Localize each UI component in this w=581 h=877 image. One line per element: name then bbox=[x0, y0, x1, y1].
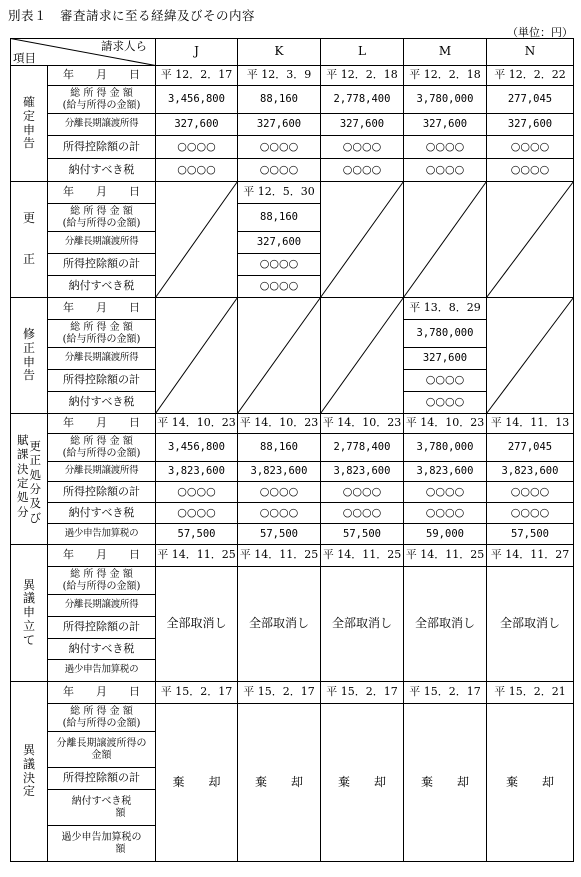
fuka-date-l: 平 14．10．23 bbox=[321, 414, 404, 434]
kosei-date-k: 平 12．5．30 bbox=[238, 182, 321, 204]
kettei-result-m: 棄 却 bbox=[404, 704, 487, 862]
item-total-income: 総 所 得 金 額 (給与所得の金額) bbox=[48, 320, 156, 348]
fuka-income-m: 3,780,000 bbox=[404, 434, 487, 462]
kettei-date-m: 平 15．2．17 bbox=[404, 682, 487, 704]
diagonal-line bbox=[11, 39, 156, 66]
diagonal-line bbox=[487, 298, 574, 414]
item-deduction: 所得控除額の計 bbox=[48, 254, 156, 276]
item-tax: 納付すべき税 額 bbox=[48, 790, 156, 826]
fuka-gain-j: 3,823,600 bbox=[156, 462, 238, 482]
item-separate-gain: 分離長期譲渡所得 bbox=[48, 595, 156, 617]
item-separate-gain: 分離長期譲渡所得 bbox=[48, 462, 156, 482]
kettei-date-j: 平 15．2．17 bbox=[156, 682, 238, 704]
kosei-income-k: 88,160 bbox=[238, 204, 321, 232]
section-igi-kettei-label: 異 議 決 定 bbox=[11, 682, 48, 862]
fuka-date-k: 平 14．10．23 bbox=[238, 414, 321, 434]
section-igi-moushitate-label: 異 議 申 立 て bbox=[11, 545, 48, 682]
header-person-m: M bbox=[404, 39, 487, 66]
item-date: 年 月 日 bbox=[48, 182, 156, 204]
kosei-tax-k: ○○○○ bbox=[238, 276, 321, 298]
section-kakutei-label: 確 定 申 告 bbox=[11, 66, 48, 182]
item-total-income: 総 所 得 金 額 (給与所得の金額) bbox=[48, 567, 156, 595]
kakutei-deduction-k: ○○○○ bbox=[238, 136, 321, 159]
item-tax: 納付すべき税 bbox=[48, 276, 156, 298]
unit-label: （単位：円） bbox=[507, 26, 573, 39]
igi-date-n: 平 14．11．27 bbox=[487, 545, 574, 567]
fuka-penalty-j: 57,500 bbox=[156, 524, 238, 545]
kakutei-date-m: 平 12．2．18 bbox=[404, 66, 487, 86]
kettei-date-k: 平 15．2．17 bbox=[238, 682, 321, 704]
fuka-deduction-k: ○○○○ bbox=[238, 482, 321, 503]
shusei-gain-m: 327,600 bbox=[404, 348, 487, 370]
kettei-result-l: 棄 却 bbox=[321, 704, 404, 862]
fuka-tax-j: ○○○○ bbox=[156, 503, 238, 524]
fuka-deduction-j: ○○○○ bbox=[156, 482, 238, 503]
kakutei-date-j: 平 12．2．17 bbox=[156, 66, 238, 86]
fuka-gain-l: 3,823,600 bbox=[321, 462, 404, 482]
kakutei-income-m: 3,780,000 bbox=[404, 86, 487, 114]
kakutei-deduction-j: ○○○○ bbox=[156, 136, 238, 159]
diagonal-line bbox=[487, 182, 574, 298]
diagonal-line bbox=[321, 182, 404, 298]
kakutei-tax-j: ○○○○ bbox=[156, 159, 238, 182]
diagonal-line bbox=[321, 298, 404, 414]
kakutei-gain-j: 327,600 bbox=[156, 114, 238, 136]
kakutei-income-k: 88,160 bbox=[238, 86, 321, 114]
kakutei-gain-m: 327,600 bbox=[404, 114, 487, 136]
kakutei-date-l: 平 12．2．18 bbox=[321, 66, 404, 86]
shusei-date-m: 平 13．8．29 bbox=[404, 298, 487, 320]
kakutei-gain-l: 327,600 bbox=[321, 114, 404, 136]
igi-result-k: 全部取消し bbox=[238, 567, 321, 682]
item-penalty: 過少申告加算税の bbox=[48, 660, 156, 682]
fuka-tax-m: ○○○○ bbox=[404, 503, 487, 524]
kakutei-gain-k: 327,600 bbox=[238, 114, 321, 136]
diagonal-line bbox=[156, 182, 238, 298]
item-deduction: 所得控除額の計 bbox=[48, 370, 156, 392]
header-corner-top: 請求人ら bbox=[101, 39, 147, 53]
igi-result-m: 全部取消し bbox=[404, 567, 487, 682]
kakutei-gain-n: 327,600 bbox=[487, 114, 574, 136]
item-separate-gain: 分離長期譲渡所得 bbox=[48, 232, 156, 254]
item-separate-gain: 分離長期譲渡所得の 金額 bbox=[48, 732, 156, 768]
item-tax: 納付すべき税 bbox=[48, 503, 156, 524]
kosei-gain-k: 327,600 bbox=[238, 232, 321, 254]
fuka-penalty-k: 57,500 bbox=[238, 524, 321, 545]
igi-result-l: 全部取消し bbox=[321, 567, 404, 682]
shusei-tax-m: ○○○○ bbox=[404, 392, 487, 414]
header-person-k: K bbox=[238, 39, 321, 66]
fuka-income-j: 3,456,800 bbox=[156, 434, 238, 462]
igi-date-m: 平 14．11．25 bbox=[404, 545, 487, 567]
kakutei-deduction-m: ○○○○ bbox=[404, 136, 487, 159]
fuka-deduction-n: ○○○○ bbox=[487, 482, 574, 503]
fuka-income-l: 2,778,400 bbox=[321, 434, 404, 462]
kakutei-date-n: 平 12．2．22 bbox=[487, 66, 574, 86]
kakutei-income-l: 2,778,400 bbox=[321, 86, 404, 114]
kakutei-tax-n: ○○○○ bbox=[487, 159, 574, 182]
header-person-j: J bbox=[156, 39, 238, 66]
shusei-income-m: 3,780,000 bbox=[404, 320, 487, 348]
kettei-result-j: 棄 却 bbox=[156, 704, 238, 862]
kettei-date-l: 平 15．2．17 bbox=[321, 682, 404, 704]
kakutei-tax-l: ○○○○ bbox=[321, 159, 404, 182]
fuka-deduction-m: ○○○○ bbox=[404, 482, 487, 503]
kakutei-tax-k: ○○○○ bbox=[238, 159, 321, 182]
fuka-income-k: 88,160 bbox=[238, 434, 321, 462]
igi-date-k: 平 14．11．25 bbox=[238, 545, 321, 567]
fuka-date-n: 平 14．11．13 bbox=[487, 414, 574, 434]
header-person-n: N bbox=[487, 39, 574, 66]
kettei-date-n: 平 15．2．21 bbox=[487, 682, 574, 704]
fuka-income-n: 277,045 bbox=[487, 434, 574, 462]
diagonal-line bbox=[238, 298, 321, 414]
item-date: 年 月 日 bbox=[48, 682, 156, 704]
item-total-income: 総 所 得 金 額 (給与所得の金額) bbox=[48, 86, 156, 114]
fuka-gain-m: 3,823,600 bbox=[404, 462, 487, 482]
kosei-deduction-k: ○○○○ bbox=[238, 254, 321, 276]
item-total-income: 総 所 得 金 額 (給与所得の金額) bbox=[48, 434, 156, 462]
fuka-tax-l: ○○○○ bbox=[321, 503, 404, 524]
section-kosei-label: 更 正 bbox=[11, 182, 48, 298]
item-tax: 納付すべき税 bbox=[48, 159, 156, 182]
item-date: 年 月 日 bbox=[48, 298, 156, 320]
igi-date-l: 平 14．11．25 bbox=[321, 545, 404, 567]
igi-date-j: 平 14．11．25 bbox=[156, 545, 238, 567]
kakutei-tax-m: ○○○○ bbox=[404, 159, 487, 182]
item-total-income: 総 所 得 金 額 (給与所得の金額) bbox=[48, 204, 156, 232]
page-title: 別表１ 審査請求に至る経緯及びその内容 bbox=[8, 8, 256, 23]
item-penalty: 過少申告加算税の 額 bbox=[48, 826, 156, 862]
item-separate-gain: 分離長期譲渡所得 bbox=[48, 114, 156, 136]
igi-result-n: 全部取消し bbox=[487, 567, 574, 682]
fuka-penalty-m: 59,000 bbox=[404, 524, 487, 545]
fuka-penalty-n: 57,500 bbox=[487, 524, 574, 545]
kakutei-income-n: 277,045 bbox=[487, 86, 574, 114]
kakutei-date-k: 平 12．3．9 bbox=[238, 66, 321, 86]
item-date: 年 月 日 bbox=[48, 66, 156, 86]
item-tax: 納付すべき税 bbox=[48, 639, 156, 660]
kakutei-deduction-l: ○○○○ bbox=[321, 136, 404, 159]
fuka-date-j: 平 14．10．23 bbox=[156, 414, 238, 434]
section-shusei-label: 修 正 申 告 bbox=[11, 298, 48, 414]
fuka-tax-n: ○○○○ bbox=[487, 503, 574, 524]
kettei-result-n: 棄 却 bbox=[487, 704, 574, 862]
item-date: 年 月 日 bbox=[48, 545, 156, 567]
item-date: 年 月 日 bbox=[48, 414, 156, 434]
item-deduction: 所得控除額の計 bbox=[48, 136, 156, 159]
item-penalty: 過少申告加算税の bbox=[48, 524, 156, 545]
fuka-gain-n: 3,823,600 bbox=[487, 462, 574, 482]
header-person-l: L bbox=[321, 39, 404, 66]
diagonal-line bbox=[404, 182, 487, 298]
item-deduction: 所得控除額の計 bbox=[48, 617, 156, 639]
header-corner-bottom: 項目 bbox=[13, 50, 36, 65]
kakutei-income-j: 3,456,800 bbox=[156, 86, 238, 114]
fuka-gain-k: 3,823,600 bbox=[238, 462, 321, 482]
item-tax: 納付すべき税 bbox=[48, 392, 156, 414]
item-deduction: 所得控除額の計 bbox=[48, 482, 156, 503]
igi-result-j: 全部取消し bbox=[156, 567, 238, 682]
fuka-tax-k: ○○○○ bbox=[238, 503, 321, 524]
fuka-deduction-l: ○○○○ bbox=[321, 482, 404, 503]
fuka-penalty-l: 57,500 bbox=[321, 524, 404, 545]
diagonal-line bbox=[156, 298, 238, 414]
shusei-deduction-m: ○○○○ bbox=[404, 370, 487, 392]
section-fuka-label: 賦 課 決 定 処 分 更 正 処 分 及 び bbox=[11, 414, 48, 545]
kettei-result-k: 棄 却 bbox=[238, 704, 321, 862]
item-separate-gain: 分離長期譲渡所得 bbox=[48, 348, 156, 370]
item-total-income: 総 所 得 金 額 (給与所得の金額) bbox=[48, 704, 156, 732]
kakutei-deduction-n: ○○○○ bbox=[487, 136, 574, 159]
item-deduction: 所得控除額の計 bbox=[48, 768, 156, 790]
fuka-date-m: 平 14．10．23 bbox=[404, 414, 487, 434]
